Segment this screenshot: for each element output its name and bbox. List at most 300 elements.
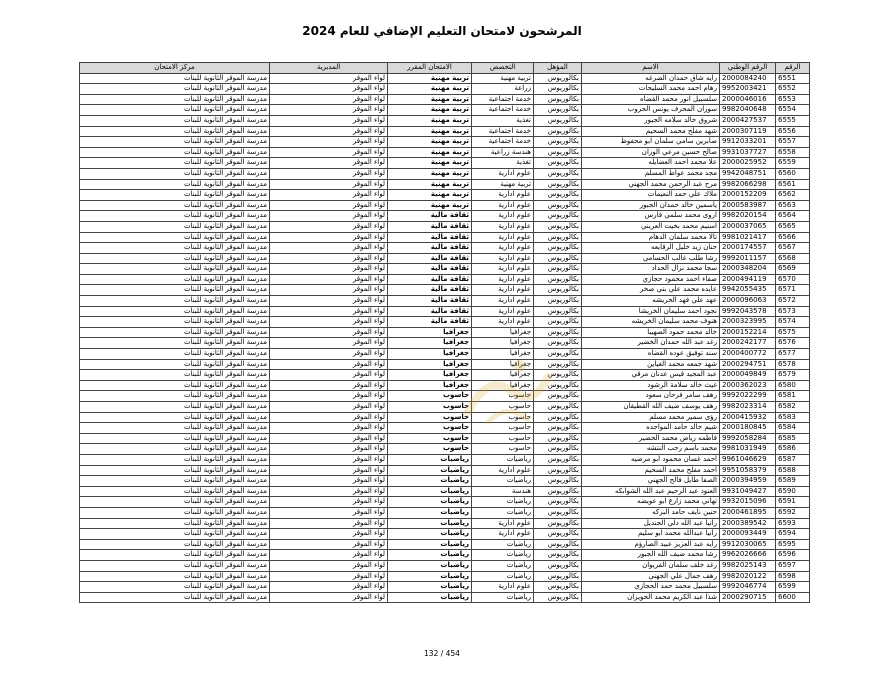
cell-exam: رياضيات xyxy=(388,529,472,540)
cell-specialization: جغرافيا xyxy=(472,359,534,370)
cell-directorate: لواء الموقر xyxy=(270,232,388,243)
cell-exam: رياضيات xyxy=(388,592,472,603)
cell-qualification: بكالوريوس xyxy=(534,190,582,201)
cell-name: سند توفيق عوده القضاه xyxy=(582,349,720,360)
table-row xyxy=(80,285,810,296)
cell-national-id: 9982025143 xyxy=(720,560,776,571)
cell-seq: 6587 xyxy=(776,454,810,465)
cell-seq: 6584 xyxy=(776,423,810,434)
header-national-id: الرقم الوطني xyxy=(720,63,776,74)
cell-exam-center: مدرسة الموقر الثانوية للبنات xyxy=(80,444,270,455)
table-row xyxy=(80,264,810,275)
cell-specialization: رياضيات xyxy=(472,592,534,603)
cell-qualification: بكالوريوس xyxy=(534,317,582,328)
cell-exam: رياضيات xyxy=(388,582,472,593)
table-row xyxy=(80,476,810,487)
cell-name: شذا عبد الكريم محمد الحويزان xyxy=(582,592,720,603)
cell-name: صالح حسين مرعي الوزان xyxy=(582,147,720,158)
cell-seq: 6557 xyxy=(776,137,810,148)
cell-name: رانيا عبد الله دلي الجنديل xyxy=(582,518,720,529)
table-row xyxy=(80,327,810,338)
cell-name: حنين نايف حامد البركه xyxy=(582,507,720,518)
cell-directorate: لواء الموقر xyxy=(270,454,388,465)
cell-seq: 6567 xyxy=(776,243,810,254)
cell-name: ياسمين خالد حمدان الجبور xyxy=(582,200,720,211)
cell-directorate: لواء الموقر xyxy=(270,349,388,360)
cell-name: عهد علي فهد الخريشه xyxy=(582,296,720,307)
table-row xyxy=(80,221,810,232)
cell-specialization: جغرافيا xyxy=(472,380,534,391)
table-row xyxy=(80,306,810,317)
cell-directorate: لواء الموقر xyxy=(270,126,388,137)
cell-directorate: لواء الموقر xyxy=(270,105,388,116)
cell-exam: حاسوب xyxy=(388,423,472,434)
cell-directorate: لواء الموقر xyxy=(270,84,388,95)
cell-exam-center: مدرسة الموقر الثانوية للبنات xyxy=(80,380,270,391)
cell-exam-center: مدرسة الموقر الثانوية للبنات xyxy=(80,137,270,148)
cell-qualification: بكالوريوس xyxy=(534,306,582,317)
cell-national-id: 2000427537 xyxy=(720,115,776,126)
cell-exam-center: مدرسة الموقر الثانوية للبنات xyxy=(80,518,270,529)
cell-directorate: لواء الموقر xyxy=(270,444,388,455)
cell-exam-center: مدرسة الموقر الثانوية للبنات xyxy=(80,115,270,126)
cell-directorate: لواء الموقر xyxy=(270,137,388,148)
cell-qualification: بكالوريوس xyxy=(534,582,582,593)
cell-directorate: لواء الموقر xyxy=(270,253,388,264)
cell-name: رشا محمد ضيف الله الجبور xyxy=(582,550,720,561)
cell-specialization: حاسوب xyxy=(472,433,534,444)
cell-name: اروى محمد سلمي فارس xyxy=(582,211,720,222)
cell-national-id: 9962026666 xyxy=(720,550,776,561)
cell-directorate: لواء الموقر xyxy=(270,507,388,518)
cell-qualification: بكالوريوس xyxy=(534,454,582,465)
table-row xyxy=(80,592,810,603)
cell-national-id: 2000025952 xyxy=(720,158,776,169)
cell-exam-center: مدرسة الموقر الثانوية للبنات xyxy=(80,497,270,508)
cell-specialization: علوم ادارية xyxy=(472,168,534,179)
cell-national-id: 9931049427 xyxy=(720,486,776,497)
cell-directorate: لواء الموقر xyxy=(270,338,388,349)
table-row xyxy=(80,296,810,307)
cell-exam-center: مدرسة الموقر الثانوية للبنات xyxy=(80,211,270,222)
cell-exam: جغرافيا xyxy=(388,338,472,349)
cell-specialization: علوم ادارية xyxy=(472,274,534,285)
cell-directorate: لواء الموقر xyxy=(270,147,388,158)
table-row xyxy=(80,179,810,190)
table-row xyxy=(80,454,810,465)
header-exam-center: مركز الامتحان xyxy=(80,63,270,74)
table-row xyxy=(80,274,810,285)
cell-qualification: بكالوريوس xyxy=(534,179,582,190)
table-row xyxy=(80,539,810,550)
cell-exam: ثقافة مالية xyxy=(388,232,472,243)
cell-name: رشا طلب غالب الحسامي xyxy=(582,253,720,264)
cell-directorate: لواء الموقر xyxy=(270,179,388,190)
cell-directorate: لواء الموقر xyxy=(270,370,388,381)
cell-seq: 6580 xyxy=(776,380,810,391)
cell-name: رهف سامر فرحان سعود xyxy=(582,391,720,402)
cell-exam: رياضيات xyxy=(388,486,472,497)
cell-specialization: رياضيات xyxy=(472,560,534,571)
cell-directorate: لواء الموقر xyxy=(270,158,388,169)
cell-national-id: 9992043578 xyxy=(720,306,776,317)
cell-qualification: بكالوريوس xyxy=(534,391,582,402)
cell-specialization: علوم ادارية xyxy=(472,190,534,201)
cell-exam-center: مدرسة الموقر الثانوية للبنات xyxy=(80,243,270,254)
cell-specialization: علوم ادارية xyxy=(472,253,534,264)
cell-name: رهف يوسف ضيف الله القطيقان xyxy=(582,402,720,413)
table-row xyxy=(80,158,810,169)
cell-seq: 6593 xyxy=(776,518,810,529)
cell-exam: ثقافة مالية xyxy=(388,285,472,296)
cell-specialization: رياضيات xyxy=(472,497,534,508)
table-row xyxy=(80,518,810,529)
table-header-row xyxy=(80,63,810,74)
cell-seq: 6583 xyxy=(776,412,810,423)
cell-name: مجد محمد عواط المسلم xyxy=(582,168,720,179)
cell-qualification: بكالوريوس xyxy=(534,285,582,296)
cell-name: ملاك علي حمد النعيمات xyxy=(582,190,720,201)
cell-seq: 6597 xyxy=(776,560,810,571)
cell-qualification: بكالوريوس xyxy=(534,232,582,243)
cell-exam-center: مدرسة الموقر الثانوية للبنات xyxy=(80,507,270,518)
cell-qualification: بكالوريوس xyxy=(534,105,582,116)
cell-exam: جغرافيا xyxy=(388,327,472,338)
cell-directorate: لواء الموقر xyxy=(270,306,388,317)
cell-name: نجود احمد سليمان الخريشا xyxy=(582,306,720,317)
cell-name: سلسبيل محمد حمد الحجازي xyxy=(582,582,720,593)
cell-qualification: بكالوريوس xyxy=(534,359,582,370)
cell-exam: ثقافة مالية xyxy=(388,264,472,275)
cell-qualification: بكالوريوس xyxy=(534,518,582,529)
cell-name: سلسبيل انور محمد القضاه xyxy=(582,94,720,105)
cell-seq: 6585 xyxy=(776,433,810,444)
cell-name: سجا محمد نزال الحداد xyxy=(582,264,720,275)
cell-qualification: بكالوريوس xyxy=(534,147,582,158)
cell-exam-center: مدرسة الموقر الثانوية للبنات xyxy=(80,274,270,285)
cell-exam: ثقافة مالية xyxy=(388,243,472,254)
cell-qualification: بكالوريوس xyxy=(534,423,582,434)
cell-name: الصفا طايل فالح الجهني xyxy=(582,476,720,487)
cell-exam-center: مدرسة الموقر الثانوية للبنات xyxy=(80,529,270,540)
cell-specialization: رياضيات xyxy=(472,454,534,465)
table-row xyxy=(80,550,810,561)
cell-seq: 6560 xyxy=(776,168,810,179)
cell-directorate: لواء الموقر xyxy=(270,402,388,413)
cell-name: رغد خلف سلمان الفريوان xyxy=(582,560,720,571)
cell-qualification: بكالوريوس xyxy=(534,380,582,391)
cell-seq: 6578 xyxy=(776,359,810,370)
cell-qualification: بكالوريوس xyxy=(534,497,582,508)
cell-qualification: بكالوريوس xyxy=(534,465,582,476)
cell-directorate: لواء الموقر xyxy=(270,285,388,296)
cell-specialization: خدمة اجتماعية xyxy=(472,126,534,137)
cell-national-id: 9981021417 xyxy=(720,232,776,243)
cell-seq: 6566 xyxy=(776,232,810,243)
cell-specialization: رياضيات xyxy=(472,550,534,561)
cell-directorate: لواء الموقر xyxy=(270,582,388,593)
cell-specialization: حاسوب xyxy=(472,391,534,402)
cell-exam-center: مدرسة الموقر الثانوية للبنات xyxy=(80,433,270,444)
cell-specialization: علوم ادارية xyxy=(472,529,534,540)
cell-directorate: لواء الموقر xyxy=(270,412,388,423)
cell-seq: 6569 xyxy=(776,264,810,275)
cell-exam-center: مدرسة الموقر الثانوية للبنات xyxy=(80,327,270,338)
cell-seq: 6589 xyxy=(776,476,810,487)
cell-seq: 6576 xyxy=(776,338,810,349)
cell-specialization: حاسوب xyxy=(472,412,534,423)
cell-name: العنود عبد الرحيم عبد الله الشوابكه xyxy=(582,486,720,497)
cell-national-id: 9982040648 xyxy=(720,105,776,116)
table-row xyxy=(80,105,810,116)
cell-national-id: 2000394959 xyxy=(720,476,776,487)
table-row xyxy=(80,253,810,264)
cell-specialization: تغذية xyxy=(472,158,534,169)
cell-national-id: 2000093449 xyxy=(720,529,776,540)
cell-seq: 6586 xyxy=(776,444,810,455)
cell-exam: حاسوب xyxy=(388,412,472,423)
cell-directorate: لواء الموقر xyxy=(270,168,388,179)
cell-specialization: رياضيات xyxy=(472,476,534,487)
cell-exam: تربية مهنية xyxy=(388,94,472,105)
cell-exam-center: مدرسة الموقر الثانوية للبنات xyxy=(80,402,270,413)
cell-national-id: 2000348204 xyxy=(720,264,776,275)
table-row xyxy=(80,391,810,402)
cell-national-id: 2000323995 xyxy=(720,317,776,328)
cell-name: رايه شاق حمدان الضرغه xyxy=(582,73,720,84)
cell-exam-center: مدرسة الموقر الثانوية للبنات xyxy=(80,486,270,497)
cell-seq: 6581 xyxy=(776,391,810,402)
cell-qualification: بكالوريوس xyxy=(534,126,582,137)
cell-specialization: تربية مهنية xyxy=(472,73,534,84)
cell-exam-center: مدرسة الموقر الثانوية للبنات xyxy=(80,306,270,317)
cell-exam: رياضيات xyxy=(388,507,472,518)
cell-exam-center: مدرسة الموقر الثانوية للبنات xyxy=(80,592,270,603)
header-seq: الرقم xyxy=(776,63,810,74)
cell-seq: 6575 xyxy=(776,327,810,338)
cell-exam: ثقافة مالية xyxy=(388,306,472,317)
cell-national-id: 9992011157 xyxy=(720,253,776,264)
cell-specialization: رياضيات xyxy=(472,539,534,550)
cell-qualification: بكالوريوس xyxy=(534,73,582,84)
cell-name: تهاني محمد زارع ابو عويضه xyxy=(582,497,720,508)
page-title: المرشحون لامتحان التعليم الإضافي للعام 2024 xyxy=(302,24,582,38)
cell-qualification: بكالوريوس xyxy=(534,349,582,360)
cell-directorate: لواء الموقر xyxy=(270,317,388,328)
cell-qualification: بكالوريوس xyxy=(534,158,582,169)
cell-national-id: 9942048751 xyxy=(720,168,776,179)
cell-directorate: لواء الموقر xyxy=(270,243,388,254)
cell-directorate: لواء الموقر xyxy=(270,115,388,126)
cell-qualification: بكالوريوس xyxy=(534,137,582,148)
cell-name: فاطمه رياض محمد الخضير xyxy=(582,433,720,444)
cell-specialization: علوم ادارية xyxy=(472,285,534,296)
cell-name: شهد جمعه محمد الغياين xyxy=(582,359,720,370)
cell-national-id: 2000046016 xyxy=(720,94,776,105)
cell-exam: تربية مهنية xyxy=(388,137,472,148)
cell-directorate: لواء الموقر xyxy=(270,274,388,285)
cell-exam: رياضيات xyxy=(388,560,472,571)
cell-name: سوزان المحرف يونس الحروب xyxy=(582,105,720,116)
cell-exam: تربية مهنية xyxy=(388,84,472,95)
cell-exam: حاسوب xyxy=(388,444,472,455)
cell-qualification: بكالوريوس xyxy=(534,539,582,550)
cell-qualification: بكالوريوس xyxy=(534,338,582,349)
cell-exam: تربية مهنية xyxy=(388,73,472,84)
table-row xyxy=(80,126,810,137)
cell-exam: ثقافة مالية xyxy=(388,296,472,307)
cell-qualification: بكالوريوس xyxy=(534,253,582,264)
cell-directorate: لواء الموقر xyxy=(270,592,388,603)
cell-exam: رياضيات xyxy=(388,476,472,487)
cell-name: رانيا عبدالله محمد ابو سليم xyxy=(582,529,720,540)
table-row xyxy=(80,571,810,582)
cell-seq: 6599 xyxy=(776,582,810,593)
cell-qualification: بكالوريوس xyxy=(534,550,582,561)
cell-seq: 6558 xyxy=(776,147,810,158)
cell-specialization: علوم ادارية xyxy=(472,243,534,254)
cell-specialization: علوم ادارية xyxy=(472,221,534,232)
cell-exam: تربية مهنية xyxy=(388,158,472,169)
cell-name: رؤى سمير محمد مسلم xyxy=(582,412,720,423)
cell-qualification: بكالوريوس xyxy=(534,476,582,487)
cell-exam-center: مدرسة الموقر الثانوية للبنات xyxy=(80,105,270,116)
table-row xyxy=(80,444,810,455)
cell-qualification: بكالوريوس xyxy=(534,115,582,126)
cell-national-id: 9942055435 xyxy=(720,285,776,296)
table-row xyxy=(80,137,810,148)
cell-qualification: بكالوريوس xyxy=(534,486,582,497)
cell-exam: ثقافة مالية xyxy=(388,253,472,264)
cell-exam: حاسوب xyxy=(388,402,472,413)
cell-name: عايده محمد علي بني صخر xyxy=(582,285,720,296)
table-row xyxy=(80,232,810,243)
table-row xyxy=(80,412,810,423)
cell-exam: رياضيات xyxy=(388,571,472,582)
header-exam: الامتحان المقرر xyxy=(388,63,472,74)
cell-exam: ثقافة مالية xyxy=(388,317,472,328)
table-row xyxy=(80,497,810,508)
table-row xyxy=(80,94,810,105)
table-row xyxy=(80,211,810,222)
cell-name: علا محمد احمد العضايله xyxy=(582,158,720,169)
table-row xyxy=(80,243,810,254)
cell-seq: 6555 xyxy=(776,115,810,126)
cell-seq: 6563 xyxy=(776,200,810,211)
cell-directorate: لواء الموقر xyxy=(270,518,388,529)
cell-seq: 6562 xyxy=(776,190,810,201)
cell-qualification: بكالوريوس xyxy=(534,592,582,603)
cell-directorate: لواء الموقر xyxy=(270,560,388,571)
cell-name: رغد عبد الله حمدان الخضير xyxy=(582,338,720,349)
cell-exam: تربية مهنية xyxy=(388,147,472,158)
cell-exam-center: مدرسة الموقر الثانوية للبنات xyxy=(80,391,270,402)
cell-name: تالا محمد سلمان الدهام xyxy=(582,232,720,243)
cell-seq: 6564 xyxy=(776,211,810,222)
header-name: الاسم xyxy=(582,63,720,74)
cell-specialization: علوم ادارية xyxy=(472,306,534,317)
cell-specialization: علوم ادارية xyxy=(472,296,534,307)
cell-national-id: 2000294751 xyxy=(720,359,776,370)
cell-exam-center: مدرسة الموقر الثانوية للبنات xyxy=(80,168,270,179)
cell-specialization: جغرافيا xyxy=(472,327,534,338)
cell-exam-center: مدرسة الموقر الثانوية للبنات xyxy=(80,550,270,561)
cell-directorate: لواء الموقر xyxy=(270,190,388,201)
cell-specialization: علوم ادارية xyxy=(472,518,534,529)
cell-qualification: بكالوريوس xyxy=(534,560,582,571)
cell-seq: 6565 xyxy=(776,221,810,232)
cell-specialization: علوم ادارية xyxy=(472,200,534,211)
cell-exam: جغرافيا xyxy=(388,359,472,370)
cell-specialization: جغرافيا xyxy=(472,349,534,360)
cell-seq: 6594 xyxy=(776,529,810,540)
cell-specialization: علوم ادارية xyxy=(472,465,534,476)
cell-specialization: علوم ادارية xyxy=(472,211,534,222)
cell-name: اسنيم محمد بخيت العريني xyxy=(582,221,720,232)
cell-directorate: لواء الموقر xyxy=(270,211,388,222)
cell-exam-center: مدرسة الموقر الثانوية للبنات xyxy=(80,94,270,105)
cell-name: احمد غسان محمود ابو مرضيه xyxy=(582,454,720,465)
cell-directorate: لواء الموقر xyxy=(270,529,388,540)
cell-directorate: لواء الموقر xyxy=(270,465,388,476)
cell-exam: رياضيات xyxy=(388,497,472,508)
table-row xyxy=(80,433,810,444)
cell-directorate: لواء الموقر xyxy=(270,264,388,275)
cell-specialization: علوم ادارية xyxy=(472,264,534,275)
cell-exam-center: مدرسة الموقر الثانوية للبنات xyxy=(80,359,270,370)
table-row xyxy=(80,529,810,540)
cell-national-id: 2000389542 xyxy=(720,518,776,529)
cell-exam-center: مدرسة الموقر الثانوية للبنات xyxy=(80,349,270,360)
cell-specialization: تغذية xyxy=(472,115,534,126)
cell-exam: جغرافيا xyxy=(388,370,472,381)
cell-seq: 6596 xyxy=(776,550,810,561)
cell-seq: 6588 xyxy=(776,465,810,476)
cell-exam-center: مدرسة الموقر الثانوية للبنات xyxy=(80,158,270,169)
cell-exam-center: مدرسة الموقر الثانوية للبنات xyxy=(80,285,270,296)
cell-national-id: 9982020154 xyxy=(720,211,776,222)
cell-seq: 6552 xyxy=(776,84,810,95)
cell-exam: رياضيات xyxy=(388,518,472,529)
cell-exam-center: مدرسة الموقر الثانوية للبنات xyxy=(80,370,270,381)
cell-directorate: لواء الموقر xyxy=(270,550,388,561)
cell-national-id: 9932015096 xyxy=(720,497,776,508)
cell-exam: تربية مهنية xyxy=(388,105,472,116)
cell-qualification: بكالوريوس xyxy=(534,200,582,211)
cell-exam: رياضيات xyxy=(388,465,472,476)
cell-national-id: 2000583987 xyxy=(720,200,776,211)
cell-name: شيم خالد حامد المواجده xyxy=(582,423,720,434)
cell-exam: ثقافة مالية xyxy=(388,274,472,285)
cell-specialization: تربية مهنية xyxy=(472,179,534,190)
header-specialization: التخصص xyxy=(472,63,534,74)
cell-name: احمد مفلح محمد السحيم xyxy=(582,465,720,476)
cell-directorate: لواء الموقر xyxy=(270,327,388,338)
cell-national-id: 2000290715 xyxy=(720,592,776,603)
cell-qualification: بكالوريوس xyxy=(534,402,582,413)
cell-specialization: علوم ادارية xyxy=(472,232,534,243)
cell-exam: جغرافيا xyxy=(388,349,472,360)
table-row xyxy=(80,349,810,360)
page-number: 132 / 454 xyxy=(424,649,460,658)
cell-seq: 6553 xyxy=(776,94,810,105)
cell-seq: 6568 xyxy=(776,253,810,264)
cell-exam-center: مدرسة الموقر الثانوية للبنات xyxy=(80,126,270,137)
cell-national-id: 9992022299 xyxy=(720,391,776,402)
cell-exam-center: مدرسة الموقر الثانوية للبنات xyxy=(80,454,270,465)
cell-qualification: بكالوريوس xyxy=(534,571,582,582)
cell-qualification: بكالوريوس xyxy=(534,94,582,105)
